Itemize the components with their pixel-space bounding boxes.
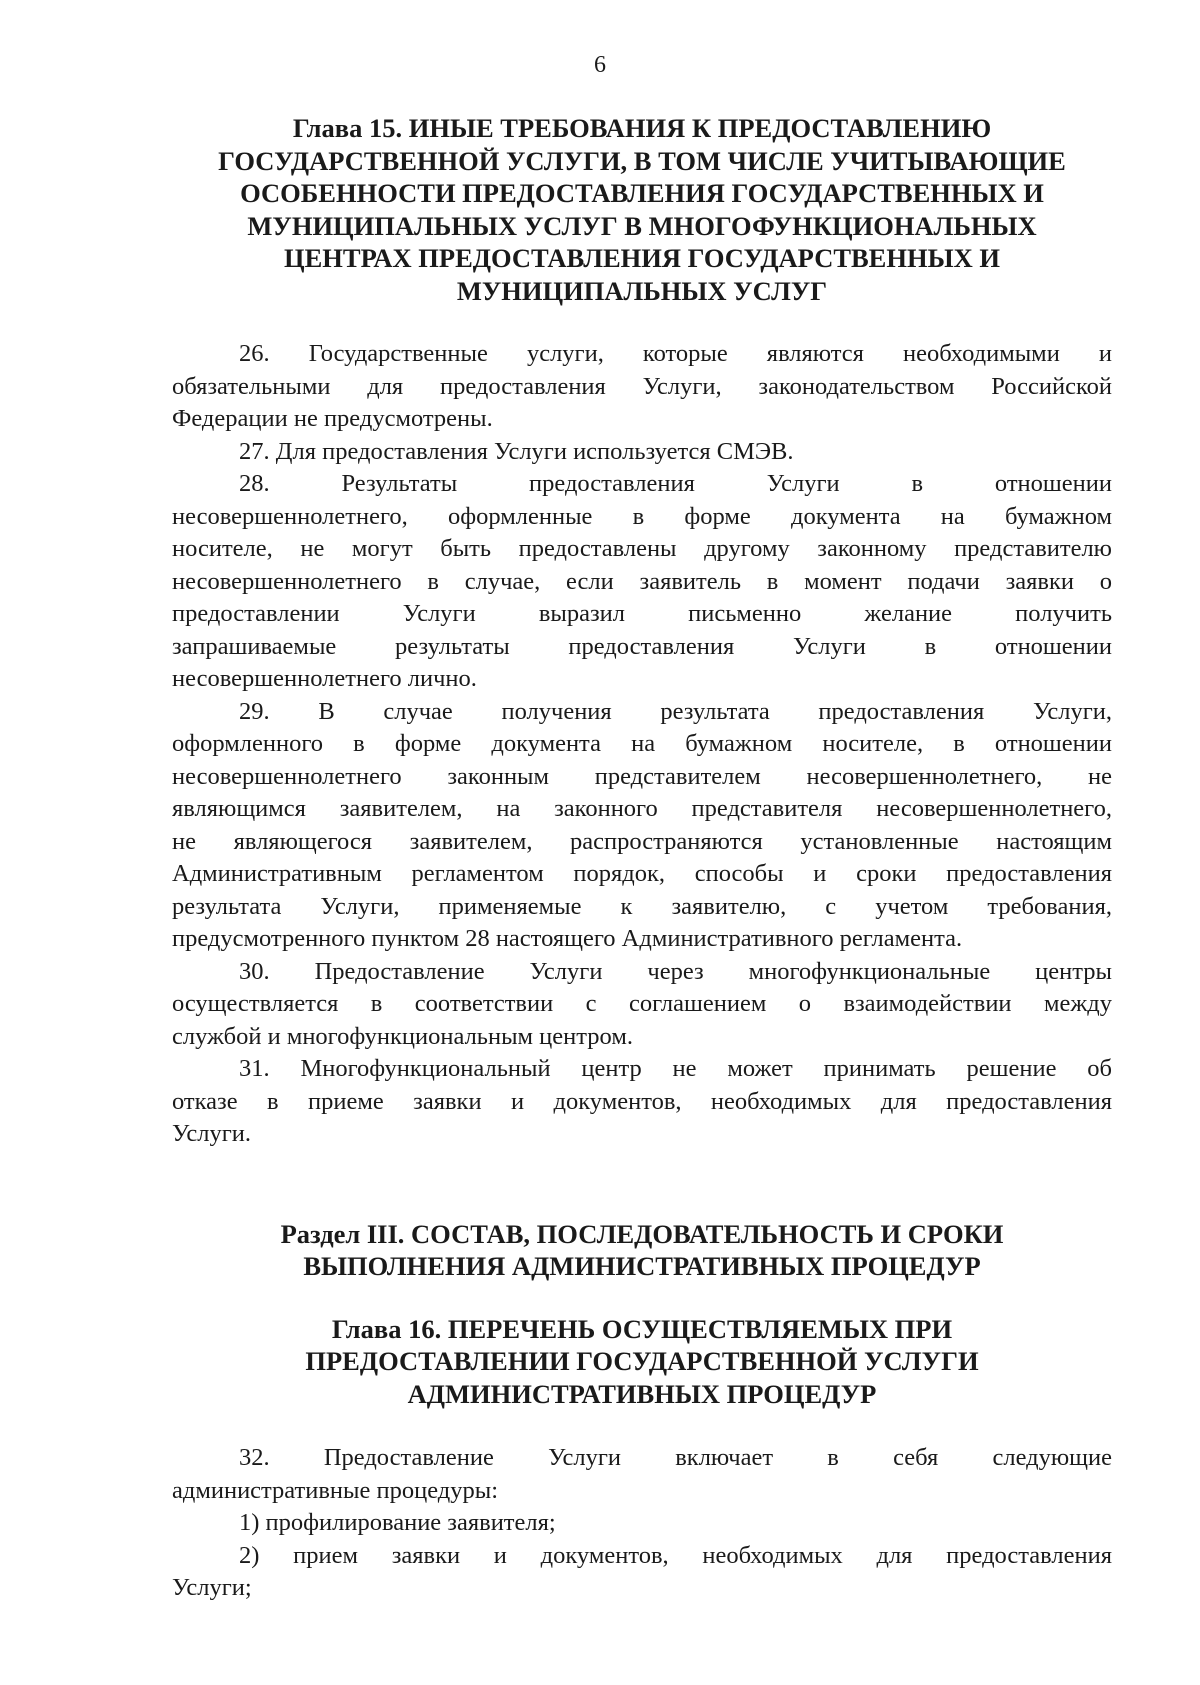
- paragraph-line: Услуги.: [172, 1120, 252, 1147]
- paragraph-line: службой и многофункциональным центром.: [172, 1022, 633, 1050]
- paragraph-line: несовершеннолетнего лично.: [172, 665, 477, 692]
- heading-line: ВЫПОЛНЕНИЯ АДМИНИСТРАТИВНЫХ ПРОЦЕДУР: [303, 1251, 981, 1281]
- paragraph-line: результата Услуги, применяемые к заявителю, с учетом требования,: [172, 892, 1112, 920]
- paragraph-line: 28. Результаты предоставления Услуги в отношении: [239, 470, 1112, 497]
- paragraph-line: отказе в приеме заявки и документов, необходимых для предоставления: [172, 1087, 1112, 1115]
- heading-line: ОСОБЕННОСТИ ПРЕДОСТАВЛЕНИЯ ГОСУДАРСТВЕННЫХ И: [240, 178, 1044, 208]
- paragraph-line: 32. Предоставление Услуги включает в себя следующие: [239, 1444, 1112, 1471]
- heading-line: ЦЕНТРАХ ПРЕДОСТАВЛЕНИЯ ГОСУДАРСТВЕННЫХ И: [284, 243, 1000, 273]
- paragraph-line: 29. В случае получения результата предоставления Услуги,: [239, 697, 1112, 725]
- heading-line: МУНИЦИПАЛЬНЫХ УСЛУГ: [456, 275, 828, 306]
- paragraph-32: [172, 1442, 1112, 1507]
- paragraph-line: обязательными для предоставления Услуги, законодательством Российской: [172, 372, 1112, 400]
- paragraph-27: [172, 436, 1112, 469]
- paragraph-31: [172, 1053, 1112, 1151]
- heading-line: МУНИЦИПАЛЬНЫХ УСЛУГ В МНОГОФУНКЦИОНАЛЬНЫХ: [247, 210, 1037, 241]
- heading-line: Раздел III. СОСТАВ, ПОСЛЕДОВАТЕЛЬНОСТЬ И СРОКИ: [280, 1218, 1004, 1249]
- list-item-1: [172, 1507, 1112, 1540]
- paragraph-line: несовершеннолетнего законным представителем несовершеннолетнего, не: [172, 762, 1112, 790]
- paragraph-line: являющимся заявителем, на законного представителя несовершеннолетнего,: [172, 795, 1112, 822]
- paragraph-line: Федерации не предусмотрены.: [172, 405, 493, 432]
- chapter-16-heading: [172, 1313, 1112, 1411]
- paragraph-line: осуществляется в соответствии с соглашением о взаимодействии между: [172, 990, 1112, 1017]
- paragraph-line: Административным регламентом порядок, способы и сроки предоставления: [172, 860, 1112, 887]
- heading-line: Глава 16. ПЕРЕЧЕНЬ ОСУЩЕСТВЛЯЕМЫХ ПРИ: [331, 1313, 953, 1344]
- paragraph-29: [172, 696, 1112, 956]
- list-item-2: [172, 1540, 1112, 1605]
- paragraph-26: [172, 338, 1112, 436]
- paragraph-line: предоставлении Услуги выразил письменно желание получить: [172, 600, 1112, 627]
- paragraph-line: 2) прием заявки и документов, необходимых для предоставления: [239, 1541, 1112, 1569]
- paragraph-line: носителе, не могут быть предоставлены другому законному представителю: [172, 535, 1112, 562]
- heading-line: АДМИНИСТРАТИВНЫХ ПРОЦЕДУР: [407, 1378, 877, 1409]
- paragraph-line: не являющегося заявителем, распространяются установленные настоящим: [172, 827, 1112, 855]
- paragraph-line: 26. Государственные услуги, которые являются необходимыми и: [239, 340, 1112, 367]
- paragraph-line: Услуги;: [172, 1574, 252, 1601]
- paragraph-line: предусмотренного пунктом 28 настоящего Административного регламента.: [172, 925, 963, 952]
- page-number: 6: [594, 52, 606, 78]
- paragraph-line: 30. Предоставление Услуги через многофункциональные центры: [239, 957, 1112, 985]
- paragraph-line: оформленного в форме документа на бумажном носителе, в отношении: [172, 730, 1112, 757]
- paragraph-line: 1) профилирование заявителя;: [239, 1509, 556, 1536]
- paragraph-line: запрашиваемые результаты предоставления Услуги в отношении: [172, 632, 1112, 660]
- section-3-heading: [172, 1218, 1112, 1283]
- heading-line: ПРЕДОСТАВЛЕНИИ ГОСУДАРСТВЕННОЙ УСЛУГИ: [305, 1346, 979, 1376]
- heading-line: Глава 15. ИНЫЕ ТРЕБОВАНИЯ К ПРЕДОСТАВЛЕНИЮ: [292, 113, 992, 143]
- chapter-15-heading: [172, 112, 1112, 307]
- paragraph-30: [172, 956, 1112, 1054]
- paragraph-line: административные процедуры:: [172, 1476, 499, 1504]
- heading-line: ГОСУДАРСТВЕННОЙ УСЛУГИ, В ТОМ ЧИСЛЕ УЧИТЫВАЮЩИЕ: [218, 145, 1066, 176]
- paragraph-line: 31. Многофункциональный центр не может принимать решение об: [239, 1055, 1112, 1082]
- paragraph-line: 27. Для предоставления Услуги используется СМЭВ.: [239, 437, 794, 465]
- paragraph-line: несовершеннолетнего, оформленные в форме документа на бумажном: [172, 502, 1112, 530]
- paragraph-line: несовершеннолетнего в случае, если заявитель в момент подачи заявки о: [172, 567, 1112, 595]
- document-body: [172, 112, 1112, 1605]
- paragraph-28: [172, 468, 1112, 696]
